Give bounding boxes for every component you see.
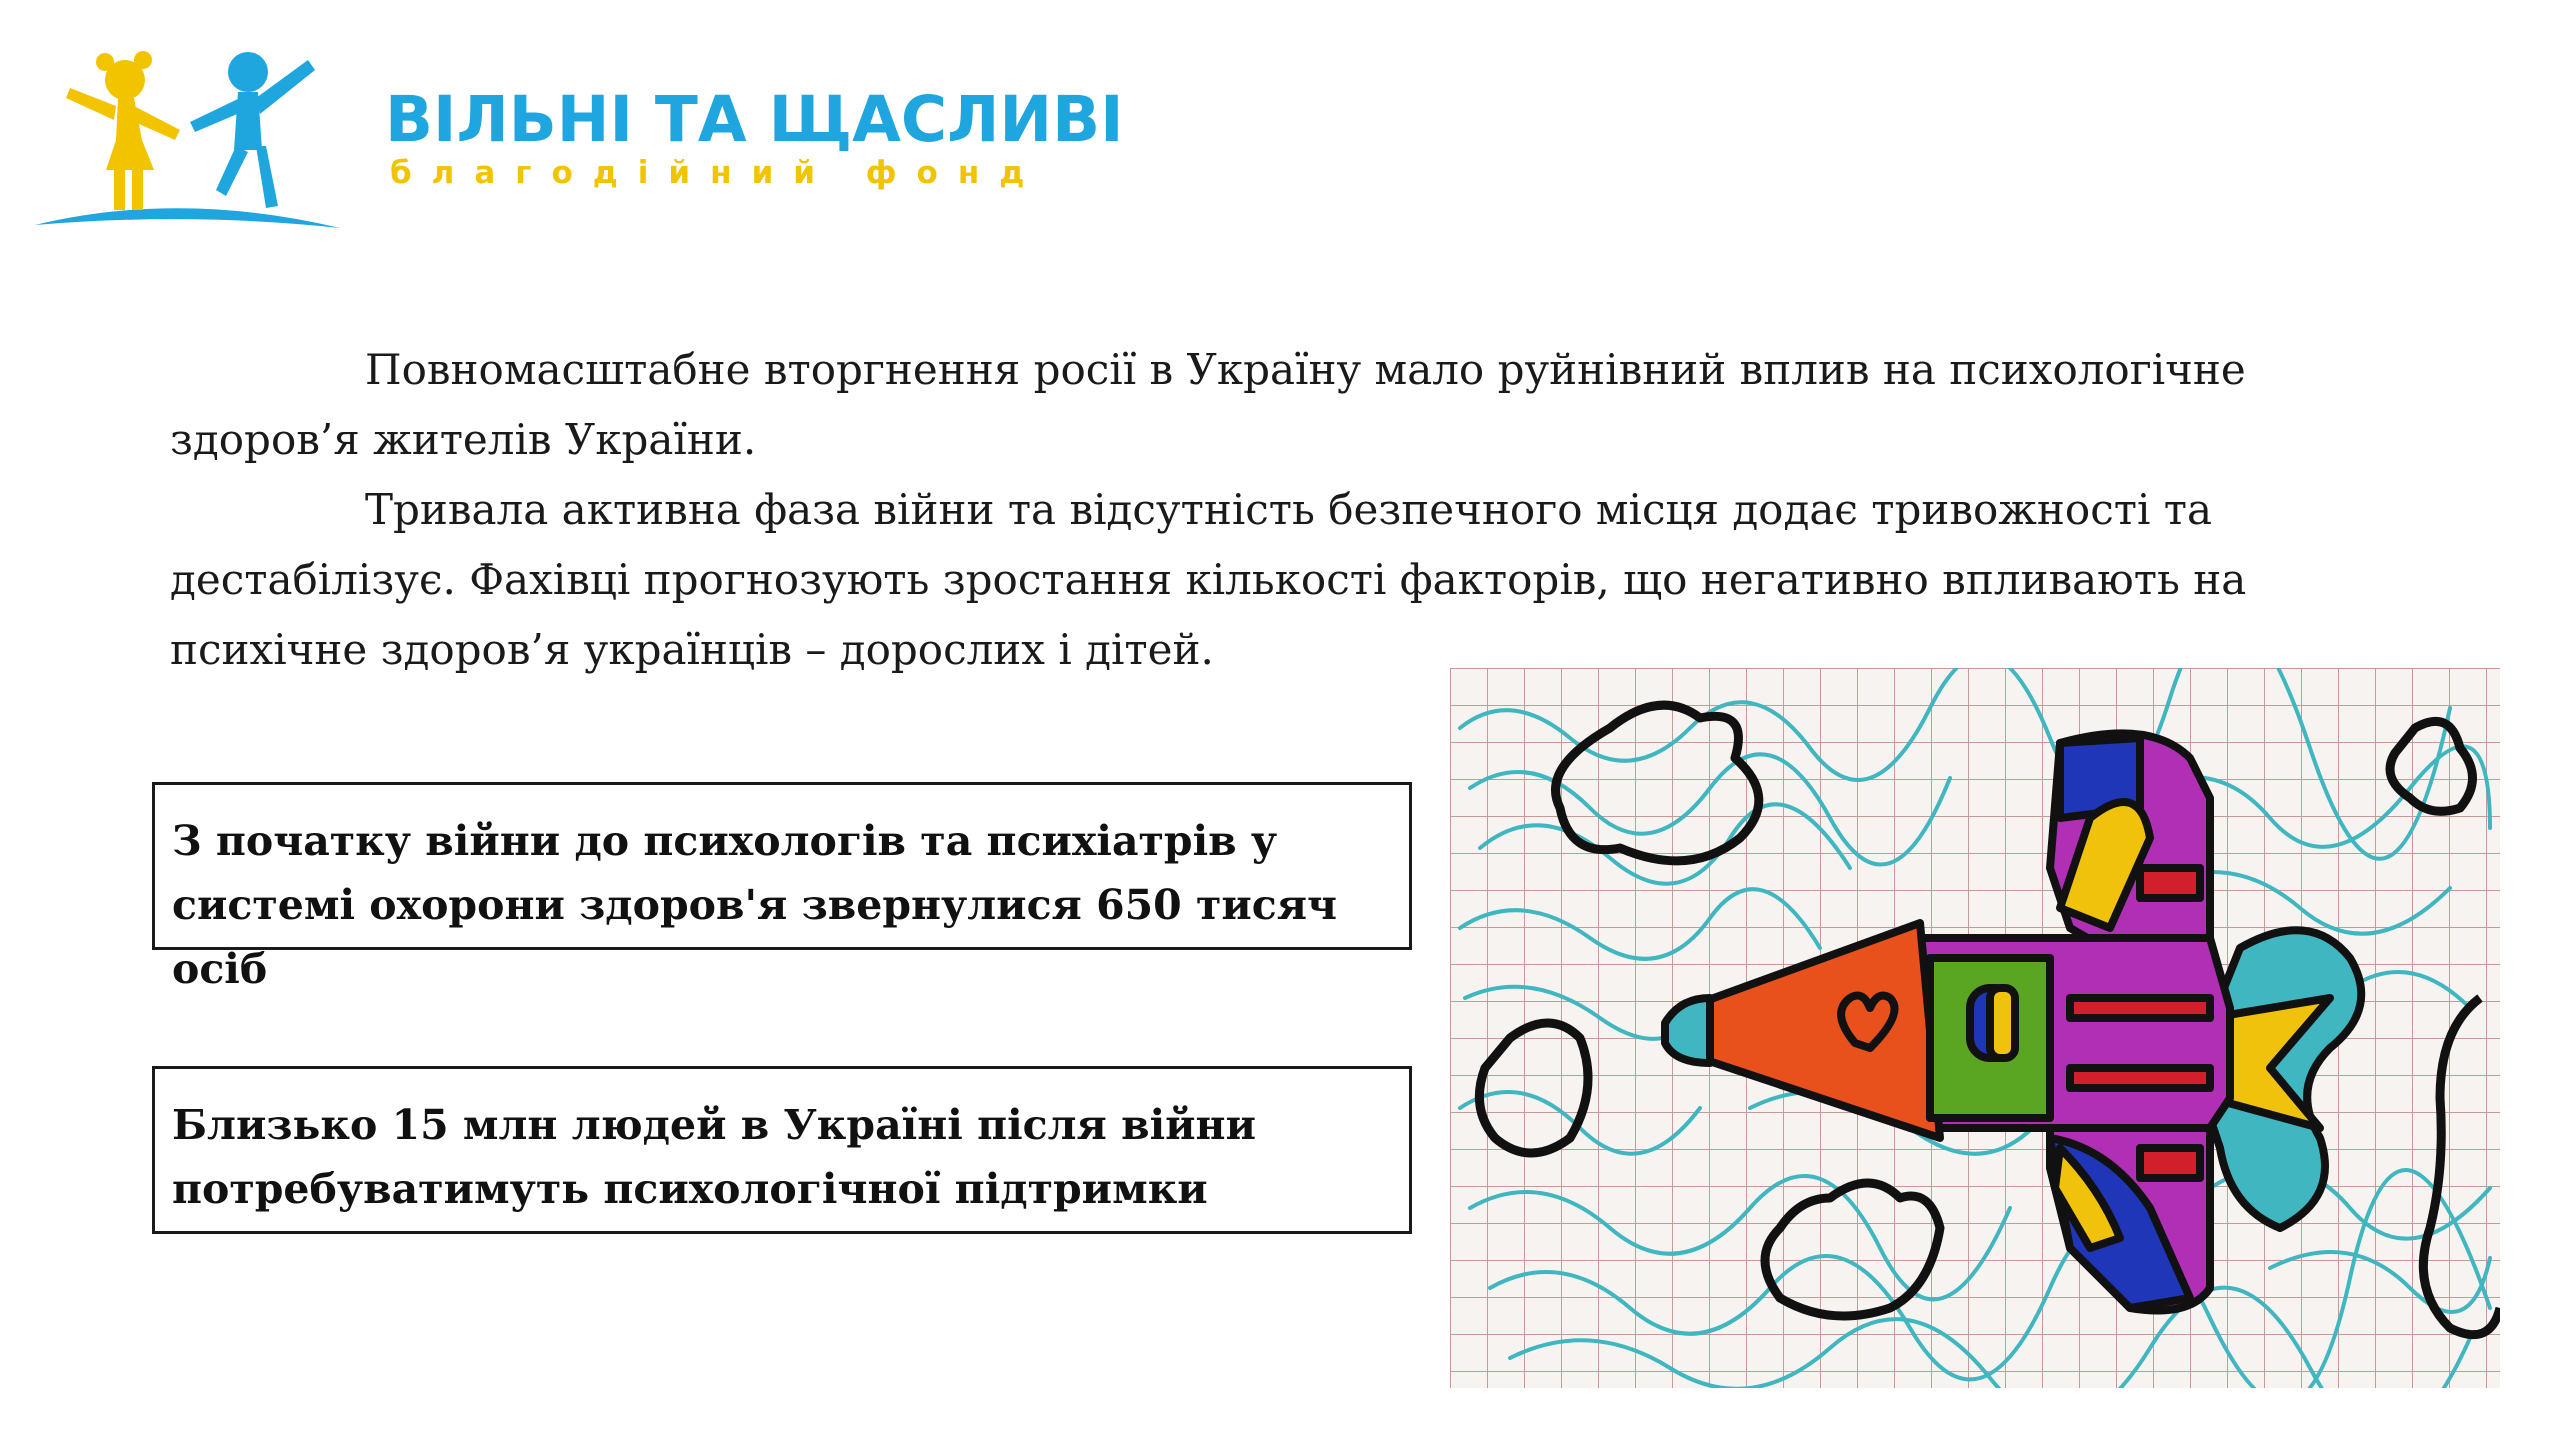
child-airplane-drawing <box>1450 668 2500 1388</box>
intro-paragraph-2: Тривала активна фаза війни та відсутність безпечного місця додає тривожності та дестабілізує. Фахівці прогнозують зростання кількості факторів, що негативно впливають на психічне здоров’я українців – дорослих і дітей. <box>170 485 2247 674</box>
logo-name: ВІЛЬНІ ТА ЩАСЛИВІ <box>385 83 1124 156</box>
intro-paragraph-1: Повномасштабне вторгнення росії в Україну мало руйнівний вплив на психологічне здоров’я жителів України. <box>170 345 2246 464</box>
fact-box-psychologists: З початку війни до психологів та психіатрів у системі охорони здоров'я звернулися 650 тисяч осіб <box>152 782 1412 950</box>
foundation-logo <box>30 40 1124 240</box>
children-figures-icon <box>30 40 360 240</box>
logo-subtitle: благодійний фонд <box>390 155 1045 191</box>
intro-text <box>170 335 2440 685</box>
fact-box-support-needed: Близько 15 млн людей в Україні після війни потребуватимуть психологічної підтримки <box>152 1066 1412 1234</box>
